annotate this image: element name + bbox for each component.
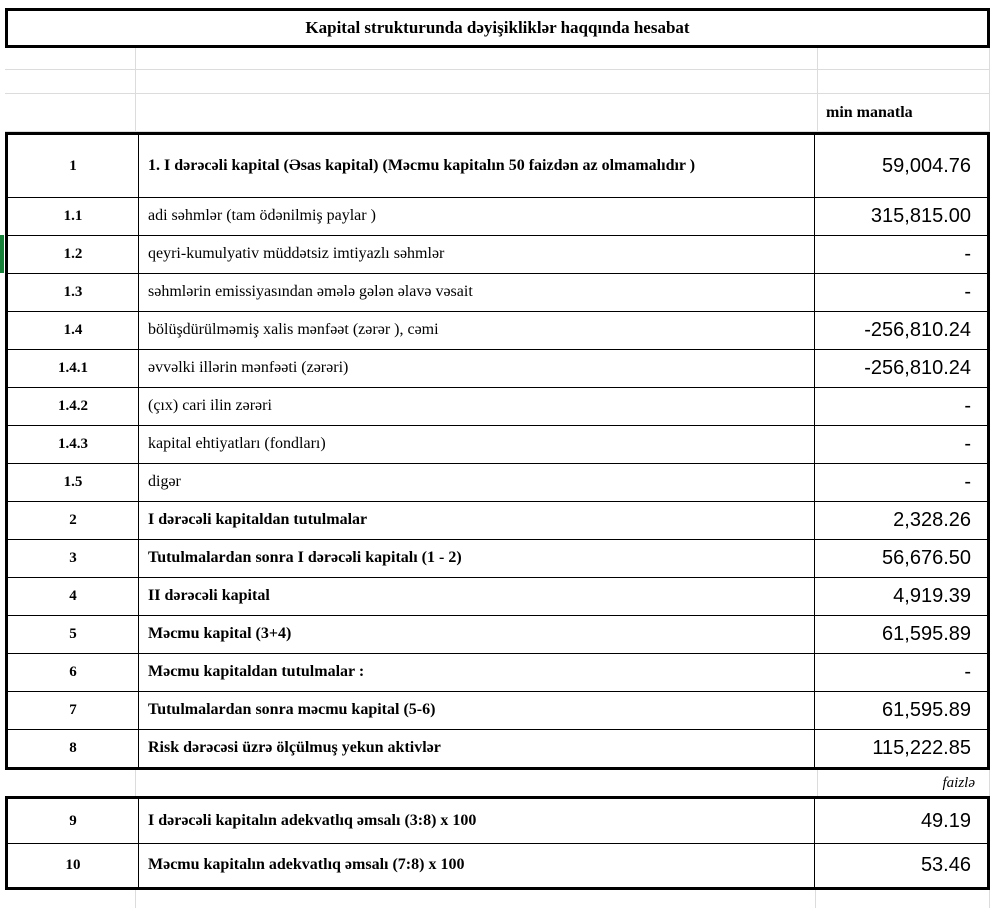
table-row	[8, 425, 987, 463]
row-value: 115,222.85	[872, 737, 971, 759]
row-value-cell[interactable]	[815, 464, 987, 501]
row-number: 1.4.2	[58, 398, 88, 414]
row-number: 5	[69, 626, 77, 642]
row-value-cell[interactable]	[815, 274, 987, 311]
table-row	[8, 135, 987, 197]
row-value-cell[interactable]	[815, 388, 987, 425]
table-row	[8, 273, 987, 311]
row-number: 1.4	[63, 322, 83, 338]
row-description-cell[interactable]	[139, 844, 815, 887]
row-value: 4,919.39	[893, 585, 971, 607]
row-number: 1.2	[63, 246, 83, 262]
row-description-cell[interactable]	[139, 799, 815, 843]
row-number: 2	[69, 512, 77, 528]
row-number-cell[interactable]	[8, 844, 139, 887]
row-number-cell[interactable]	[8, 616, 139, 653]
row-number: 1.4.3	[58, 436, 88, 452]
table-row	[8, 691, 987, 729]
row-value: 315,815.00	[870, 205, 971, 227]
report-title: Kapital strukturunda dəyişikliklər haqqında hesabat	[305, 18, 690, 37]
row-description: səhmlərin emissiyasından əmələ gələn əlavə vəsait	[148, 283, 473, 301]
row-number: 4	[69, 588, 77, 604]
row-number-cell[interactable]	[8, 502, 139, 539]
row-number-cell[interactable]	[8, 799, 139, 843]
row-description: Məcmu kapital (3+4)	[148, 625, 292, 643]
row-number-cell[interactable]	[8, 312, 139, 349]
row-value: 2,328.26	[893, 509, 971, 531]
row-value: -	[964, 471, 971, 493]
gridline	[135, 890, 136, 908]
table-row	[8, 653, 987, 691]
row-number-cell[interactable]	[8, 350, 139, 387]
table-row	[8, 235, 987, 273]
row-number-cell[interactable]	[8, 578, 139, 615]
row-number-cell[interactable]	[8, 426, 139, 463]
row-value-cell[interactable]	[815, 578, 987, 615]
unit-label: min manatla	[826, 103, 913, 121]
row-description: qeyri-kumulyativ müddətsiz imtiyazlı səhmlər	[148, 245, 445, 263]
table-row	[8, 577, 987, 615]
row-description-cell[interactable]	[139, 692, 815, 729]
row-value: 49.19	[920, 809, 971, 832]
row-value: 56,676.50	[882, 547, 971, 569]
row-description-cell[interactable]	[139, 654, 815, 691]
capital-table	[5, 132, 990, 770]
row-description: 1. I dərəcəli kapital (Əsas kapital) (Məcmu kapitalın 50 faizdən az olmamalıdır )	[148, 156, 696, 174]
row-description-cell[interactable]	[139, 312, 815, 349]
row-description-cell[interactable]	[139, 426, 815, 463]
row-description: Tutulmalardan sonra I dərəcəli kapitalı (1 - 2)	[148, 549, 462, 567]
row-value-cell[interactable]	[815, 730, 987, 767]
row-description-cell[interactable]	[139, 236, 815, 273]
table-row	[8, 501, 987, 539]
row-number-cell[interactable]	[8, 654, 139, 691]
row-description-cell[interactable]	[139, 578, 815, 615]
row-description: Məcmu kapitaldan tutulmalar :	[148, 663, 365, 681]
row-description: Risk dərəcəsi üzrə ölçülmuş yekun aktivlər	[148, 739, 441, 757]
row-number: 1	[69, 157, 77, 174]
row-description: adi səhmlər (tam ödənilmiş paylar )	[148, 207, 376, 225]
row-number-cell[interactable]	[8, 236, 139, 273]
row-value-cell[interactable]	[815, 799, 987, 843]
row-number-cell[interactable]	[8, 388, 139, 425]
empty-cell[interactable]	[136, 94, 818, 131]
row-number-cell[interactable]	[8, 135, 139, 197]
row-value: -	[964, 243, 971, 265]
row-value: -256,810.24	[864, 319, 971, 341]
row-number: 8	[69, 740, 77, 756]
row-number-cell[interactable]	[8, 274, 139, 311]
row-description-cell[interactable]	[139, 135, 815, 197]
row-number: 6	[69, 664, 77, 680]
row-description-cell[interactable]	[139, 350, 815, 387]
row-value-cell[interactable]	[815, 198, 987, 235]
gridline	[815, 890, 816, 908]
row-number: 1.5	[63, 474, 83, 490]
row-number-cell[interactable]	[8, 692, 139, 729]
report-title-cell[interactable]	[5, 8, 990, 48]
empty-cell[interactable]	[136, 48, 818, 69]
row-description: II dərəcəli kapital	[148, 587, 270, 605]
row-description-cell[interactable]	[139, 388, 815, 425]
row-value: 59,004.76	[882, 154, 971, 177]
row-number: 3	[69, 550, 77, 566]
empty-cell[interactable]	[5, 48, 136, 69]
row-description: əvvəlki illərin mənfəəti (zərəri)	[148, 359, 349, 377]
row-value: -	[964, 281, 971, 303]
row-value: -	[964, 395, 971, 417]
row-value: -	[964, 433, 971, 455]
row-description-cell[interactable]	[139, 502, 815, 539]
row-number: 9	[69, 812, 77, 829]
empty-cell[interactable]	[818, 70, 990, 93]
row-number: 1.4.1	[58, 360, 88, 376]
row-number: 1.1	[63, 208, 83, 224]
table-row	[8, 387, 987, 425]
row-value-cell[interactable]	[815, 540, 987, 577]
table-row	[8, 463, 987, 501]
row-value-cell[interactable]	[815, 616, 987, 653]
row-description: kapital ehtiyatları (fondları)	[148, 435, 326, 453]
empty-cell[interactable]	[136, 70, 818, 93]
unit-label-cell[interactable]	[818, 94, 990, 131]
row-description-cell[interactable]	[139, 616, 815, 653]
table-row	[8, 197, 987, 235]
row-value-cell[interactable]	[815, 654, 987, 691]
gridline	[989, 890, 990, 908]
row-value: 61,595.89	[882, 699, 971, 721]
row-description: (çıx) cari ilin zərəri	[148, 397, 272, 415]
table-row	[8, 615, 987, 653]
row-value-cell[interactable]	[815, 502, 987, 539]
row-value-cell[interactable]	[815, 236, 987, 273]
empty-cell[interactable]	[818, 48, 990, 69]
row-value-cell[interactable]	[815, 135, 987, 197]
table-row	[8, 729, 987, 767]
row-description-cell[interactable]	[139, 540, 815, 577]
row-description-cell[interactable]	[139, 730, 815, 767]
row-value-cell[interactable]	[815, 350, 987, 387]
row-description: Tutulmalardan sonra məcmu kapital (5-6)	[148, 701, 436, 719]
table-row	[8, 349, 987, 387]
empty-cell[interactable]	[5, 94, 136, 131]
row-value: -256,810.24	[864, 357, 971, 379]
row-value-cell[interactable]	[815, 426, 987, 463]
active-cell-indicator	[0, 235, 4, 273]
table-row	[8, 843, 987, 887]
row-number-cell[interactable]	[8, 540, 139, 577]
adequacy-ratio-table	[5, 796, 990, 890]
row-value-cell[interactable]	[815, 312, 987, 349]
table-row	[8, 799, 987, 843]
percent-label-cell[interactable]	[818, 770, 990, 796]
row-description-cell[interactable]	[139, 198, 815, 235]
row-number-cell[interactable]	[8, 730, 139, 767]
row-description: Məcmu kapitalın adekvatlıq əmsalı (7:8) x 100	[148, 856, 465, 874]
empty-cell[interactable]	[5, 70, 136, 93]
empty-cell[interactable]	[5, 770, 136, 796]
row-number-cell[interactable]	[8, 198, 139, 235]
row-description: bölüşdürülməmiş xalis mənfəət (zərər ), cəmi	[148, 321, 439, 339]
row-description-cell[interactable]	[139, 274, 815, 311]
row-value-cell[interactable]	[815, 692, 987, 729]
row-description: I dərəcəli kapitaldan tutulmalar	[148, 511, 368, 529]
unit-row	[5, 94, 990, 132]
empty-row	[5, 48, 990, 70]
table-row	[8, 311, 987, 349]
row-value-cell[interactable]	[815, 844, 987, 887]
percent-unit-row	[5, 770, 990, 796]
empty-row	[5, 70, 990, 94]
row-number: 10	[65, 857, 81, 873]
row-value: 53.46	[920, 854, 971, 876]
percent-label: faizlə	[942, 774, 975, 791]
row-value: -	[964, 661, 971, 683]
row-description-cell[interactable]	[139, 464, 815, 501]
row-number-cell[interactable]	[8, 464, 139, 501]
row-description: digər	[148, 473, 181, 491]
row-description: I dərəcəli kapitalın adekvatlıq əmsalı (3:8) x 100	[148, 811, 477, 829]
row-number: 7	[69, 702, 77, 718]
empty-cell[interactable]	[136, 770, 818, 796]
row-number: 1.3	[63, 284, 83, 300]
table-row	[8, 539, 987, 577]
row-value: 61,595.89	[882, 623, 971, 645]
